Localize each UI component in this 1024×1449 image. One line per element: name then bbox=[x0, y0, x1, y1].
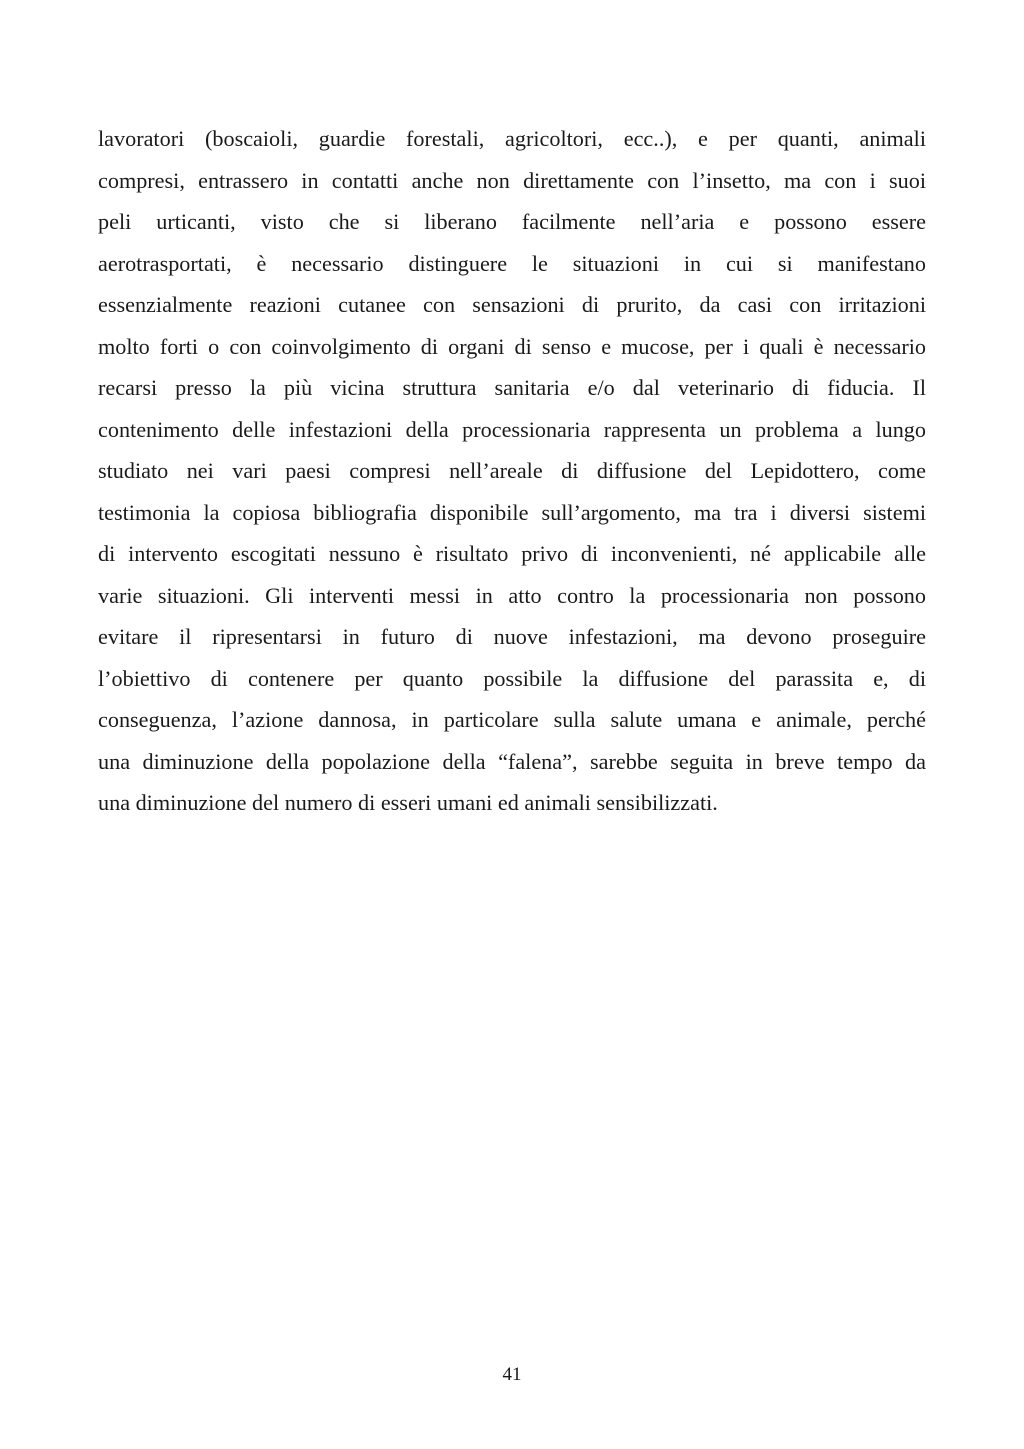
paragraph-line: essenzialmente reazioni cutanee con sensazioni di prurito, da casi con irritazioni bbox=[98, 292, 926, 317]
paragraph-line: peli urticanti, visto che si liberano facilmente nell’aria e possono essere bbox=[98, 209, 926, 234]
paragraph-line: una diminuzione della popolazione della “falena”, sarebbe seguita in breve tempo da bbox=[98, 748, 926, 774]
paragraph-line: recarsi presso la più vicina struttura sanitaria e/o dal veterinario di fiducia. Il bbox=[98, 375, 926, 400]
paragraph-line: aerotrasportati, è necessario distinguere le situazioni in cui si manifestano bbox=[98, 250, 926, 276]
paragraph-line: evitare il ripresentarsi in futuro di nuove infestazioni, ma devono proseguire bbox=[98, 624, 926, 649]
paragraph-line: conseguenza, l’azione dannosa, in particolare sulla salute umana e animale, perché bbox=[98, 707, 926, 732]
page-number: 41 bbox=[502, 1364, 522, 1385]
paragraph-line: testimonia la copiosa bibliografia disponibile sull’argomento, ma tra i diversi sistemi bbox=[98, 499, 926, 525]
paragraph-line: molto forti o con coinvolgimento di organi di senso e mucose, per i quali è necessario bbox=[98, 333, 926, 359]
paragraph-line: di intervento escogitati nessuno è risultato privo di inconvenienti, né applicabile alle bbox=[98, 541, 926, 566]
body-paragraph bbox=[98, 118, 926, 824]
paragraph-line: lavoratori (boscaioli, guardie forestali, agricoltori, ecc..), e per quanti, animali bbox=[98, 126, 926, 151]
paragraph-line: contenimento delle infestazioni della processionaria rappresenta un problema a lungo bbox=[98, 416, 926, 442]
paragraph-line: varie situazioni. Gli interventi messi in atto contro la processionaria non possono bbox=[98, 582, 926, 608]
paragraph-line: l’obiettivo di contenere per quanto possibile la diffusione del parassita e, di bbox=[98, 665, 926, 691]
paragraph-line: compresi, entrassero in contatti anche non direttamente con l’insetto, ma con i suoi bbox=[98, 167, 926, 193]
paragraph-line: studiato nei vari paesi compresi nell’areale di diffusione del Lepidottero, come bbox=[98, 458, 926, 483]
paragraph-line: una diminuzione del numero di esseri umani ed animali sensibilizzati. bbox=[98, 790, 718, 815]
